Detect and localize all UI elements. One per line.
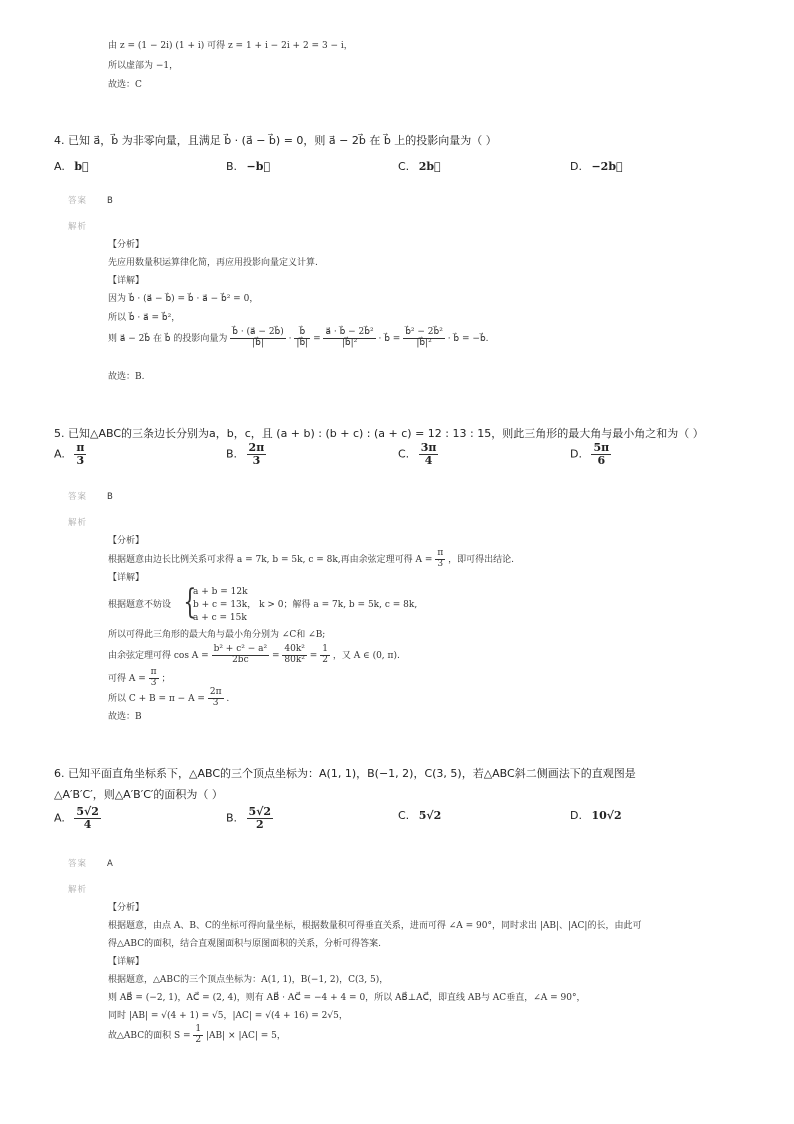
option-label: B. xyxy=(226,447,238,461)
q5-step-sum: 所以 C + B = π − A = $\frac{2\pi}{3}$ . xyxy=(108,687,230,708)
top-solution-conclusion: 故选：C xyxy=(108,80,142,90)
fraction: $\frac{\text{b² + c² − a²}}{2bc}$ xyxy=(213,644,268,665)
q4-option-b[interactable] xyxy=(226,160,270,173)
q6-step-2: 则 AB⃗ = (−2, 1)，AC⃗ = (2, 4)，则有 AB⃗ · AC⃗ = −4 + 4 = 0，所以 AB⃗⊥AC⃗，即直线 AB与 AC垂直，∠A = 90°， xyxy=(108,993,586,1003)
q4-fenxi-heading: 【分析】 xyxy=(108,240,145,250)
fraction: $\frac{\text{a⃗ · b⃗ − 2b⃗²}}{\text{|b⃗|²}}$ xyxy=(325,327,374,348)
q5-fenxi-text: 根据题意由边长比例关系可求得 a = 7k, b = 5k, c = 8k,再由余弦定理可得 A = $\frac{\pi}{3}$ ，即可得出结论. xyxy=(108,548,514,569)
q6-step-3: 同时 |AB| = √(4 + 1) = √5，|AC| = √(4 + 16) = 2√5， xyxy=(108,1011,348,1021)
option-label: B. xyxy=(226,811,238,825)
q5-system-prefix: 根据题意不妨设 xyxy=(108,600,172,610)
q4-analysis-label: 解析 xyxy=(68,222,88,232)
q4-stem: 4. 已知 a⃗，b⃗ 为非零向量，且满足 b⃗ · (a⃗ − b⃗) = 0，则 a⃗ − 2b⃗ 在 b⃗ 上的投影向量为（ ） xyxy=(54,134,497,147)
option-label: C. xyxy=(398,809,410,822)
option-value: −2b⃗ xyxy=(591,160,623,173)
q5-fenxi-heading: 【分析】 xyxy=(108,536,145,546)
option-label: C. xyxy=(398,447,410,461)
q6-fenxi-line-2: 得△ABC的面积，结合直观图面积与原图面积的关系，分析可得答案. xyxy=(108,939,381,949)
q4-answer-label: 答案 xyxy=(68,196,88,206)
option-fraction: $\frac{5√2}{2}$ xyxy=(248,805,272,832)
option-fraction: $\frac{2\pi}{3}$ xyxy=(248,441,265,468)
q4-option-d[interactable] xyxy=(570,160,623,173)
q6-step-1: 根据题意，△ABC的三个顶点坐标为：A(1, 1)，B(−1, 2)，C(3, 5)， xyxy=(108,975,389,985)
q5-option-d[interactable] xyxy=(570,442,611,467)
q4-xiangjie-heading: 【详解】 xyxy=(108,276,145,286)
left-brace: { xyxy=(183,582,197,622)
option-label: D. xyxy=(570,809,582,822)
fraction: $\frac{b⃗}{|b⃗|}$ xyxy=(296,327,309,348)
q6-fenxi-line-1: 根据题意，由点 A、B、C的坐标可得向量坐标，根据数量积可得垂直关系，进而可得 ∠A = 90°，同时求出 |AB|、|AC|的长，由此可 xyxy=(108,921,642,931)
q4-option-c[interactable] xyxy=(398,160,441,173)
fraction: $\frac{\pi}{3}$ xyxy=(150,667,157,688)
option-label: A. xyxy=(54,160,65,173)
option-label: C. xyxy=(398,160,410,173)
option-label: B. xyxy=(226,160,238,173)
q6-option-c[interactable] xyxy=(398,809,441,822)
q5-answer-value: B xyxy=(107,492,113,502)
q6-analysis-label: 解析 xyxy=(68,885,88,895)
step-prefix: 则 a⃗ − 2b⃗ 在 b⃗ 的投影向量为 xyxy=(108,333,228,344)
q6-answer-label: 答案 xyxy=(68,859,88,869)
fraction: $\frac{b⃗ \cdot (a⃗ - 2b⃗)}{|b⃗|}$ xyxy=(232,327,284,348)
fraction: $\frac{1}{2}$ xyxy=(322,644,328,665)
q5-system-eq-2: b + c = 13k， k > 0；解得 a = 7k, b = 5k, c = 8k, xyxy=(193,600,418,610)
q6-stem-line-1: 6. 已知平面直角坐标系下，△ABC的三个顶点坐标为：A(1, 1)，B(−1, 2)，C(3, 5)，若△ABC斜二侧画法下的直观图是 xyxy=(54,767,636,780)
q5-system-eq-3: a + c = 15k xyxy=(193,613,247,623)
fraction: $\frac{2\pi}{3}$ xyxy=(209,687,222,708)
option-value: −b⃗ xyxy=(246,160,271,173)
option-label: A. xyxy=(54,811,65,825)
fraction: $\frac{\text{b⃗² − 2b⃗²}}{\text{|b⃗|²}}$ xyxy=(405,327,443,348)
q5-option-b[interactable] xyxy=(226,442,266,467)
fraction: $\frac{\pi}{3}$ xyxy=(437,548,444,569)
q5-analysis-label: 解析 xyxy=(68,518,88,528)
q6-option-a[interactable] xyxy=(54,806,101,831)
q5-xiangjie-heading: 【详解】 xyxy=(108,573,145,583)
q4-step-3: 则 a⃗ − 2b⃗ 在 b⃗ 的投影向量为 $\frac{b⃗ \cdot (a⃗ - 2b⃗)}{|b⃗|}$ · $\frac{b⃗}{|b⃗|}$ = $\frac{\text{a⃗ · b⃗ − 2b⃗²}}{\text{|b⃗|²}}$ · b⃗ = $\frac{\text{b⃗² − 2b⃗²}}{\text{|b⃗|²}}$ · b⃗ = −b⃗. xyxy=(108,327,489,348)
option-label: A. xyxy=(54,447,65,461)
q4-fenxi-text: 先应用数量积运算律化简，再应用投影向量定义计算. xyxy=(108,258,318,268)
top-solution-line-1: 由 z = (1 − 2i) (1 + i) 可得 z = 1 + i − 2i + 2 = 3 − i， xyxy=(108,41,353,51)
q5-conclusion: 故选：B xyxy=(108,712,142,722)
q5-step-cosine: 由余弦定理可得 cos A = $\frac{\text{b² + c² − a²}}{2bc}$ = $\frac{\text{40k²}}{\text{80k²}}$ = $\frac{1}{2}$ ，又 A ∈ (0, π). xyxy=(108,644,400,665)
q4-step-2: 所以 b⃗ · a⃗ = b⃗²， xyxy=(108,313,181,323)
option-label: D. xyxy=(570,160,582,173)
q6-stem-line-2: △A′B′C′，则△A′B′C′的面积为（ ） xyxy=(54,788,223,801)
fraction: $\frac{\text{40k²}}{\text{80k²}}$ xyxy=(284,644,305,665)
option-value: 10√2 xyxy=(591,809,622,822)
q5-step-angles: 所以可得此三角形的最大角与最小角分别为 ∠C和 ∠B; xyxy=(108,630,326,640)
q6-fenxi-heading: 【分析】 xyxy=(108,903,145,913)
q5-option-a[interactable] xyxy=(54,442,86,467)
top-solution-line-2: 所以虚部为 −1， xyxy=(108,61,179,71)
fraction: $\frac{1}{2}$ xyxy=(195,1024,202,1045)
option-fraction: $\frac{5\pi}{6}$ xyxy=(593,441,610,468)
option-value: 2b⃗ xyxy=(418,160,441,173)
option-value: b⃗ xyxy=(74,160,89,173)
q5-step-a-value: 可得 A = $\frac{\pi}{3}$ ； xyxy=(108,667,171,688)
q4-option-a[interactable] xyxy=(54,160,89,173)
option-label: D. xyxy=(570,447,582,461)
option-fraction: $\frac{\pi}{3}$ xyxy=(76,441,85,468)
q6-option-b[interactable] xyxy=(226,806,273,831)
q4-conclusion: 故选：B. xyxy=(108,372,145,382)
option-fraction: $\frac{3\pi}{4}$ xyxy=(420,441,437,468)
q5-answer-label: 答案 xyxy=(68,492,88,502)
q6-answer-value: A xyxy=(107,859,113,869)
q5-system-eq-1: a + b = 12k xyxy=(193,587,248,597)
option-fraction: $\frac{5√2}{4}$ xyxy=(76,805,99,832)
q4-step-1: 因为 b⃗ · (a⃗ − b⃗) = b⃗ · a⃗ − b⃗² = 0， xyxy=(108,294,259,304)
q6-xiangjie-heading: 【详解】 xyxy=(108,957,145,967)
q5-option-c[interactable] xyxy=(398,442,438,467)
q6-option-d[interactable] xyxy=(570,809,622,822)
q4-answer-value: B xyxy=(107,196,113,206)
option-value: 5√2 xyxy=(418,809,442,822)
q6-step-4: 故△ABC的面积 S = $\frac{1}{2}$ |AB| × |AC| = 5， xyxy=(108,1024,286,1045)
q5-stem: 5. 已知△ABC的三条边长分别为a，b，c，且 (a + b) : (b + c) : (a + c) = 12 : 13 : 15，则此三角形的最大角与最小角之和为（ ） xyxy=(54,427,704,440)
